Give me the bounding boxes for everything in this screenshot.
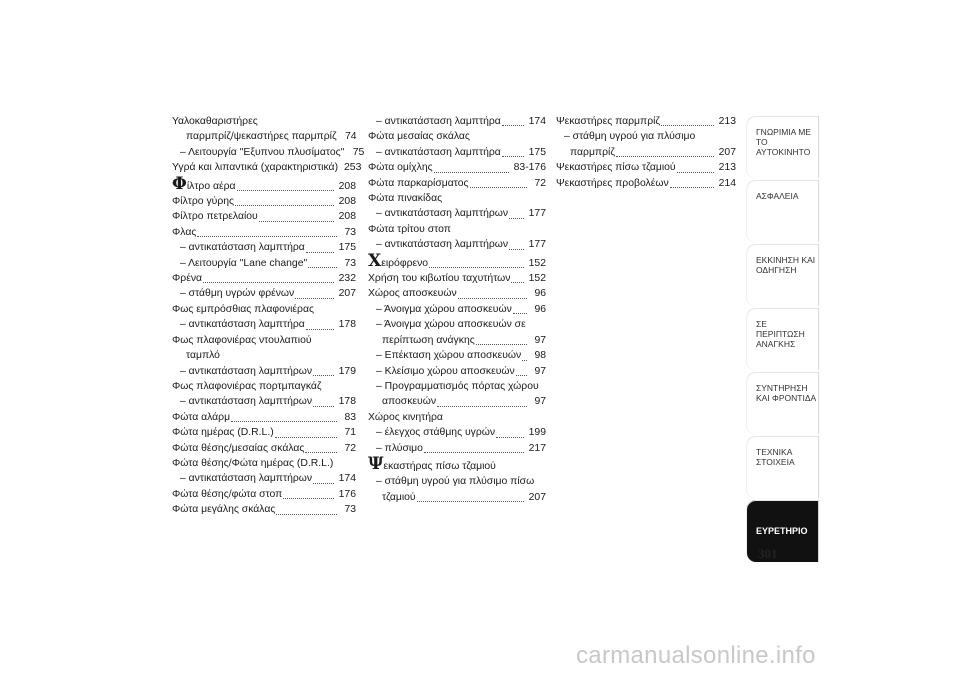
- dot-leader: [522, 357, 527, 361]
- index-entry: [172, 209, 356, 224]
- index-entry-label: παρμπρίζ: [570, 146, 615, 158]
- index-entry-label: – Κλείσιμο χώρου αποσκευών: [376, 365, 515, 377]
- index-page-ref: 232: [338, 273, 356, 285]
- index-entry-text: [180, 317, 305, 332]
- index-entry-label: ίλτρο αέρα: [186, 180, 236, 192]
- index-entry: [368, 333, 546, 348]
- index-entry-text: [570, 145, 615, 160]
- index-entry: [556, 145, 736, 160]
- dot-leader: [616, 153, 714, 157]
- index-entry-text: [172, 114, 258, 129]
- chapter-tab-label: ΣΥΝΤΗΡΗΣΗ ΚΑΙ ΦΡΟΝΤΙΔΑ: [756, 383, 817, 403]
- index-entry-text: [368, 250, 429, 271]
- chapter-tab[interactable]: [747, 244, 819, 306]
- index-entry-text: [180, 256, 307, 271]
- dot-leader: [231, 418, 337, 422]
- index-entry-text: [382, 394, 436, 409]
- index-entry-label: – έλεγχος στάθμης υγρών: [376, 427, 496, 439]
- index-entry: [368, 114, 546, 129]
- index-entry-label: ταμπλό: [186, 350, 220, 362]
- index-page-ref: 178: [338, 319, 356, 331]
- index-page-ref: 97: [534, 334, 546, 346]
- index-entry: [172, 240, 356, 255]
- index-entry-text: [368, 410, 443, 425]
- dot-leader: [424, 449, 524, 453]
- index-entry: [172, 194, 356, 209]
- index-entry: [368, 348, 546, 363]
- index-entry-text: [376, 114, 501, 129]
- index-page-ref: 208: [338, 180, 356, 192]
- index-entry-label: Χρήση του κιβωτίου ταχυτήτων: [368, 273, 511, 285]
- index-entry: [368, 237, 546, 252]
- index-page-ref: 176: [338, 488, 356, 500]
- index-entry-label: Φώτα ημέρας (D.R.L.): [172, 427, 274, 439]
- index-entry-text: [172, 271, 202, 286]
- index-page-ref: 96: [534, 288, 546, 300]
- dot-leader: [313, 403, 334, 407]
- index-entry-label: Φώτα πινακίδας: [368, 193, 443, 205]
- index-entry-label: Φίλτρο γύρης: [172, 196, 235, 208]
- index-entry: [368, 250, 546, 271]
- index-entry-text: [180, 240, 305, 255]
- index-letter-initial: Ψ: [368, 453, 384, 474]
- index-entry: [368, 206, 546, 221]
- index-entry: [368, 410, 546, 425]
- dot-leader: [516, 372, 527, 376]
- index-entry: [368, 474, 546, 489]
- index-entry: [556, 129, 736, 144]
- index-entry-label: αποσκευών: [382, 396, 437, 408]
- index-entry-label: εκαστήρας πίσω τζαμιού: [383, 460, 496, 472]
- index-column-2: [368, 114, 546, 505]
- dot-leader: [458, 295, 527, 299]
- index-entry-text: [368, 176, 469, 191]
- index-entry-label: – αντικατάσταση λαμπτήρων: [180, 365, 313, 377]
- index-page-ref: 199: [528, 427, 546, 439]
- index-entry-text: [180, 471, 312, 486]
- chapter-tab-label: ΕΚΚΙΝΗΣΗ ΚΑΙ ΟΔΗΓΗΣΗ: [756, 255, 816, 275]
- index-entry: [368, 425, 546, 440]
- index-entry-label: Φίλτρο πετρελαίου: [172, 211, 258, 223]
- index-page-ref: 72: [344, 442, 356, 454]
- dot-leader: [237, 187, 334, 191]
- index-entry: [172, 302, 356, 317]
- index-entry-text: [376, 237, 508, 252]
- index-entry: [368, 271, 546, 286]
- index-entry-label: – στάθμη υγρού για πλύσιμο: [564, 131, 696, 143]
- index-page-ref: 213: [718, 162, 736, 174]
- index-entry-text: [376, 348, 521, 363]
- index-entry-label: – αντικατάσταση λαμπτήρων: [180, 396, 313, 408]
- index-entry-label: Ψεκαστήρες προβολέων: [556, 177, 669, 189]
- page-number: 301: [758, 546, 778, 561]
- index-entry: [172, 333, 356, 348]
- index-page-ref: 178: [338, 396, 356, 408]
- index-entry-label: Φως εμπρόσθιας πλαφονιέρας: [172, 303, 314, 315]
- index-entry-text: [180, 145, 344, 160]
- index-entry: [368, 160, 546, 175]
- index-entry: [368, 394, 546, 409]
- index-page-ref: 96: [534, 303, 546, 315]
- index-entry-text: [172, 225, 196, 240]
- index-entry: [172, 441, 356, 456]
- index-page-ref: 83: [344, 411, 356, 423]
- index-column-1: [172, 114, 365, 518]
- index-entry-label: Φώτα τρίτου στοπ: [368, 223, 451, 235]
- index-entry-text: [172, 502, 275, 517]
- index-entry-label: Φώτα παρκαρίσματος: [368, 177, 469, 189]
- index-page-ref: 208: [338, 211, 356, 223]
- index-entry-label: Φώτα μεσαίας σκάλας: [368, 131, 470, 143]
- index-entry-text: [368, 160, 433, 175]
- index-page-ref: 207: [528, 491, 546, 503]
- index-entry-label: τζαμιού: [382, 491, 416, 503]
- chapter-tab-label: ΑΣΦΑΛΕΙΑ: [756, 191, 799, 201]
- index-entry-label: – αντικατάσταση λαμπτήρα: [376, 146, 501, 158]
- dot-leader: [509, 215, 524, 219]
- index-entry: [172, 348, 356, 363]
- dot-leader: [437, 403, 527, 407]
- chapter-tab-label: ΤΕΧΝΙΚΑ ΣΤΟΙΧΕΙΑ: [756, 447, 795, 467]
- index-entry: [172, 114, 356, 129]
- index-column-3: [556, 114, 736, 191]
- index-entry-text: [376, 379, 539, 394]
- dot-leader: [275, 434, 337, 438]
- index-entry-text: [376, 145, 501, 160]
- index-page-ref: 177: [528, 239, 546, 251]
- index-entry-label: Υγρά και λιπαντικά (χαρακτηριστικά): [172, 162, 339, 174]
- index-entry-label: – αντικατάσταση λαμπτήρων: [376, 208, 509, 220]
- dot-leader: [197, 233, 337, 237]
- index-entry-text: [368, 222, 451, 237]
- index-page-ref: 174: [338, 473, 356, 485]
- index-page-ref: 177: [528, 208, 546, 220]
- index-entry-label: Φώτα αλάρμ: [172, 411, 231, 423]
- index-entry: [368, 379, 546, 394]
- chapter-tab[interactable]: [747, 372, 819, 434]
- index-page-ref: 175: [338, 242, 356, 254]
- index-entry-text: [556, 160, 676, 175]
- dot-leader: [306, 249, 334, 253]
- dot-leader: [203, 279, 334, 283]
- index-entry: [368, 191, 546, 206]
- index-entry-text: [180, 286, 294, 301]
- index-page-ref: 213: [718, 116, 736, 127]
- index-page-ref: 207: [338, 288, 356, 300]
- index-entry-label: – Προγραμματισμός πόρτας χώρου: [376, 380, 539, 392]
- chapter-tab[interactable]: [747, 308, 819, 370]
- dot-leader: [429, 264, 524, 268]
- dot-leader: [305, 449, 337, 453]
- index-entry-label: – αντικατάσταση λαμπτήρα: [180, 242, 305, 254]
- chapter-tab[interactable]: [747, 436, 819, 498]
- dot-leader: [476, 341, 527, 345]
- chapter-tab-label: ΓΝΩΡΙΜΙΑ ΜΕ ΤΟ ΑΥΤΟΚΙΝΗΤΟ: [756, 127, 811, 157]
- index-entry-label: – Άνοιγμα χώρου αποσκευών: [376, 303, 512, 315]
- index-entry: [172, 471, 356, 486]
- index-page-ref: 71: [344, 427, 356, 439]
- index-entry: [172, 317, 356, 332]
- index-entry-label: Φώτα μεγάλης σκάλας: [172, 504, 276, 516]
- dot-leader: [306, 326, 334, 330]
- dot-leader: [661, 122, 714, 126]
- index-page-ref: 75: [352, 146, 365, 158]
- dot-leader: [502, 153, 524, 157]
- index-entry: [172, 456, 356, 471]
- index-entry-text: [376, 425, 495, 440]
- index-page-ref: 174: [528, 116, 546, 127]
- index-entry-text: [564, 129, 695, 144]
- index-entry-text: [382, 333, 475, 348]
- chapter-tab-label: ΣΕ ΠΕΡΙΠΤΩΣΗ ΑΝΑΓΚΗΣ: [756, 319, 805, 349]
- index-entry-text: [186, 129, 337, 144]
- index-entry: [368, 176, 546, 191]
- index-entry-label: ειρόφρενο: [381, 257, 429, 269]
- index-entry: [368, 490, 546, 505]
- index-entry-text: [186, 348, 220, 363]
- index-entry: [368, 222, 546, 237]
- index-entry-label: – Άνοιγμα χώρου αποσκευών σε: [376, 319, 526, 331]
- index-entry: [172, 410, 356, 425]
- index-entry: [172, 425, 356, 440]
- index-entry: [172, 286, 356, 301]
- chapter-tabs: [747, 116, 819, 562]
- index-entry: [368, 453, 546, 474]
- index-page-ref: 179: [338, 365, 356, 377]
- index-entry-label: – αντικατάσταση λαμπτήρων: [180, 473, 313, 485]
- index-entry-label: Φως πλαφονιέρας πορτμπαγκάζ: [172, 380, 322, 392]
- index-page-ref: 74: [344, 131, 357, 143]
- index-entry-label: Ψεκαστήρες παρμπρίζ: [556, 116, 661, 127]
- chapter-tab[interactable]: [747, 116, 819, 178]
- index-entry: [172, 225, 356, 240]
- index-entry-label: – αντικατάσταση λαμπτήρα: [376, 116, 501, 127]
- index-entry: [368, 129, 546, 144]
- index-entry-label: Φώτα θέσης/μεσαίας σκάλας: [172, 442, 305, 454]
- index-page-ref: 73: [344, 504, 356, 516]
- index-entry-text: [368, 286, 457, 301]
- index-entry: [368, 286, 546, 301]
- index-page-ref: 83-176: [513, 162, 546, 174]
- index-entry-text: [368, 191, 442, 206]
- index-entry-text: [376, 474, 534, 489]
- index-page-ref: 214: [718, 177, 736, 189]
- dot-leader: [313, 480, 334, 484]
- index-page-ref: 72: [534, 177, 546, 189]
- index-entry-label: – Λειτουργία "Lane change": [180, 257, 308, 269]
- dot-leader: [417, 498, 524, 502]
- index-page-ref: 175: [528, 146, 546, 158]
- index-entry-label: παρμπρίζ/ψεκαστήρες παρμπρίζ: [186, 131, 337, 143]
- index-entry-text: [172, 487, 282, 502]
- index-page-ref: 152: [528, 273, 546, 285]
- dot-leader: [470, 184, 528, 188]
- index-entry-text: [172, 173, 236, 194]
- index-entry: [368, 317, 546, 332]
- index-entry-text: [556, 176, 669, 191]
- index-entry-text: [172, 333, 312, 348]
- index-entry-text: [368, 453, 496, 474]
- dot-leader: [295, 295, 333, 299]
- dot-leader: [308, 264, 337, 268]
- index-entry-text: [172, 194, 234, 209]
- index-entry-label: – αντικατάσταση λαμπτήρων: [376, 239, 509, 251]
- index-entry-text: [172, 456, 333, 471]
- index-page-ref: 207: [718, 146, 736, 158]
- dot-leader: [313, 372, 334, 376]
- dot-leader: [259, 218, 334, 222]
- index-entry-label: Χώρος αποσκευών: [368, 288, 457, 300]
- index-entry: [368, 441, 546, 456]
- index-entry-text: [172, 441, 304, 456]
- index-page-ref: 217: [528, 442, 546, 454]
- index-page-ref: 152: [528, 257, 546, 269]
- index-entry-text: [382, 490, 416, 505]
- index-entry-label: περίπτωση ανάγκης: [382, 334, 475, 346]
- dot-leader: [434, 169, 509, 173]
- index-entry-label: Φρένα: [172, 273, 203, 285]
- index-page-ref: 208: [338, 196, 356, 208]
- dot-leader: [677, 169, 714, 173]
- index-entry-label: Φώτα θέσης/Φώτα ημέρας (D.R.L.): [172, 457, 334, 469]
- index-letter-initial: Φ: [172, 173, 187, 194]
- index-entry: [172, 502, 356, 517]
- index-entry-label: Φώτα ομίχλης: [368, 162, 433, 174]
- index-entry: [172, 173, 356, 194]
- index-entry: [172, 271, 356, 286]
- index-entry-label: – αντικατάσταση λαμπτήρα: [180, 319, 305, 331]
- dot-leader: [670, 184, 714, 188]
- index-entry: [172, 379, 356, 394]
- index-entry: [556, 114, 736, 129]
- index-entry-label: Χώρος κινητήρα: [368, 411, 443, 423]
- index-entry-text: [376, 302, 512, 317]
- index-entry-label: Ψεκαστήρες πίσω τζαμιού: [556, 162, 676, 174]
- watermark: carmanualsonline.info: [576, 642, 816, 669]
- index-entry-text: [172, 302, 314, 317]
- dot-leader: [276, 511, 337, 515]
- index-entry-label: – Επέκταση χώρου αποσκευών: [376, 350, 522, 362]
- index-entry-text: [180, 394, 312, 409]
- index-entry-label: – στάθμη υγρού για πλύσιμο πίσω: [376, 476, 535, 488]
- dot-leader: [496, 434, 524, 438]
- index-page-ref: 98: [534, 350, 546, 362]
- index-entry-text: [376, 317, 526, 332]
- index-entry-text: [556, 114, 660, 129]
- index-entry: [368, 145, 546, 160]
- index-entry-label: – στάθμη υγρών φρένων: [180, 288, 295, 300]
- index-entry: [172, 129, 356, 144]
- index-entry-text: [172, 209, 258, 224]
- index-entry-text: [368, 271, 510, 286]
- index-entry-text: [180, 364, 312, 379]
- dot-leader: [511, 279, 523, 283]
- dot-leader: [235, 202, 334, 206]
- dot-leader: [502, 122, 524, 126]
- index-entry-text: [376, 364, 515, 379]
- index-entry-text: [172, 379, 322, 394]
- index-entry-text: [368, 129, 470, 144]
- index-entry-text: [172, 425, 274, 440]
- index-entry-text: [376, 206, 508, 221]
- index-entry: [172, 256, 356, 271]
- dot-leader: [513, 310, 527, 314]
- index-letter-initial: Χ: [368, 250, 382, 271]
- dot-leader: [509, 246, 524, 250]
- index-entry-text: [172, 410, 230, 425]
- index-entry: [172, 394, 356, 409]
- index-entry: [172, 160, 362, 175]
- chapter-tab[interactable]: [747, 180, 819, 242]
- index-entry: [172, 145, 365, 160]
- index-entry: [368, 364, 546, 379]
- dot-leader: [283, 495, 333, 499]
- index-entry: [556, 176, 736, 191]
- index-page-ref: 97: [534, 365, 546, 377]
- index-entry-label: Φώτα θέσης/φώτα στοπ: [172, 488, 283, 500]
- index-entry: [368, 302, 546, 317]
- index-entry: [172, 364, 356, 379]
- index-entry: [172, 487, 356, 502]
- index-entry-label: Φλας: [172, 226, 197, 238]
- chapter-tab-label: ΕΥΡΕΤΗΡΙΟ: [756, 526, 808, 536]
- index-page-ref: 97: [534, 396, 546, 408]
- index-entry-label: – πλύσιμο: [376, 442, 423, 454]
- index-entry: [556, 160, 736, 175]
- index-page-ref: 73: [344, 226, 356, 238]
- index-entry-label: – Λειτουργία "Εξυπνου πλυσίματος": [180, 146, 345, 158]
- index-entry-label: Υαλοκαθαριστήρες: [172, 116, 258, 127]
- index-entry-text: [172, 160, 338, 175]
- index-page-ref: 253: [344, 162, 362, 174]
- index-page-ref: 73: [344, 257, 356, 269]
- index-entry-label: Φως πλαφονιέρας ντουλαπιού: [172, 334, 312, 346]
